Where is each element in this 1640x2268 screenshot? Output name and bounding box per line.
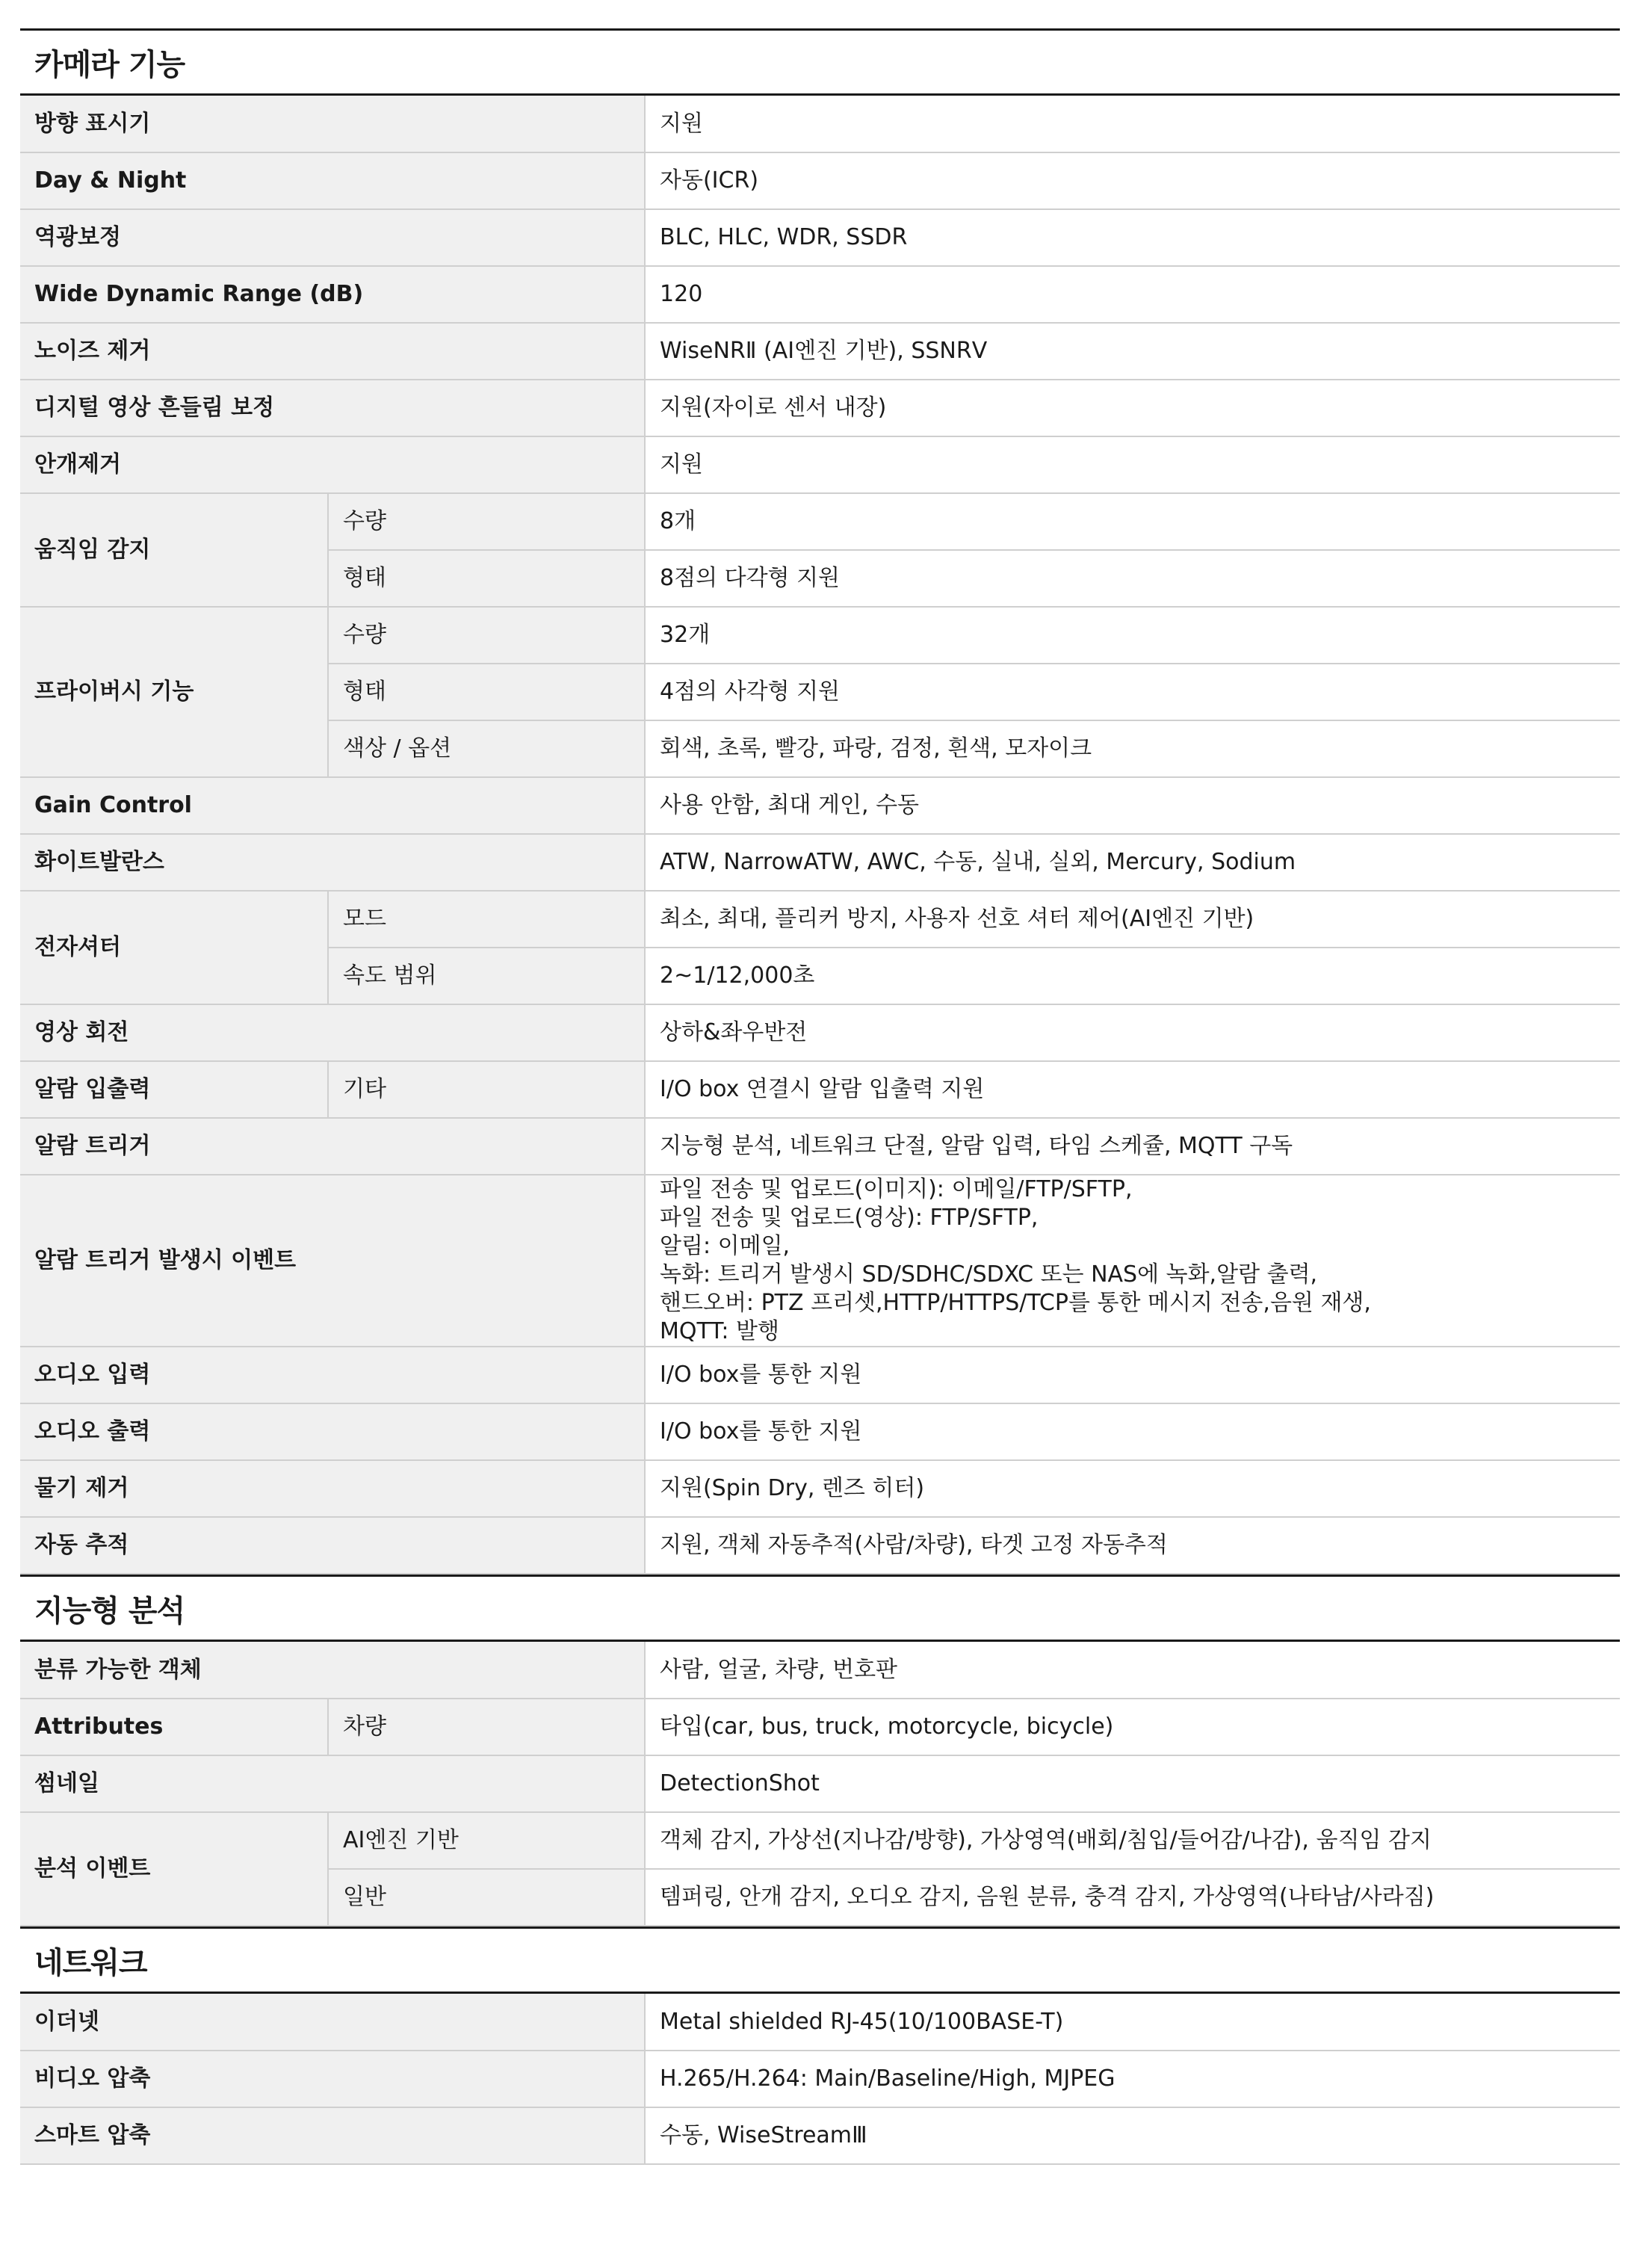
spec-sublabel: 차량 [328, 1699, 645, 1755]
spec-label: 알람 트리거 발생시 이벤트 [20, 1175, 645, 1347]
spec-value: 지원 [645, 96, 1620, 152]
spec-row [20, 266, 1620, 323]
spec-label: 방향 표시기 [20, 96, 645, 152]
spec-value: 사람, 얼굴, 차량, 번호판 [645, 1642, 1620, 1699]
spec-sublabel: AI엔진 기반 [328, 1812, 645, 1869]
spec-value: 8개 [645, 493, 1620, 550]
spec-row [20, 1812, 1620, 1869]
spec-label: 썸네일 [20, 1755, 645, 1812]
spec-value: 수동, WiseStreamⅢ [645, 2107, 1620, 2164]
spec-value: DetectionShot [645, 1755, 1620, 1812]
spec-value: I/O box를 통한 지원 [645, 1403, 1620, 1460]
spec-label: 노이즈 제거 [20, 323, 645, 380]
spec-value: 120 [645, 266, 1620, 323]
spec-row [20, 436, 1620, 493]
spec-row [20, 1699, 1620, 1755]
spec-label: 전자셔터 [20, 891, 328, 1004]
spec-value: 자동(ICR) [645, 152, 1620, 209]
spec-row [20, 493, 1620, 550]
spec-row [20, 1004, 1620, 1061]
spec-value-line: 핸드오버: PTZ 프리셋,HTTP/HTTPS/TCP를 통한 메시지 전송,음원 재생, [660, 1290, 1371, 1316]
spec-label: 디지털 영상 흔들림 보정 [20, 380, 645, 436]
spec-sublabel: 모드 [328, 891, 645, 948]
spec-sublabel: 수량 [328, 493, 645, 550]
spec-value: 지능형 분석, 네트워크 단절, 알람 입력, 타임 스케쥴, MQTT 구독 [645, 1118, 1620, 1175]
spec-row [20, 834, 1620, 891]
spec-value: 상하&좌우반전 [645, 1004, 1620, 1061]
spec-row [20, 1460, 1620, 1517]
spec-value: 회색, 초록, 빨강, 파랑, 검정, 흰색, 모자이크 [645, 720, 1620, 777]
spec-table [20, 1642, 1620, 1926]
spec-row [20, 1403, 1620, 1460]
spec-row [20, 1061, 1620, 1118]
spec-label: Attributes [20, 1699, 328, 1755]
spec-value-line: 알림: 이메일, [660, 1233, 790, 1259]
spec-sheet [20, 28, 1620, 2165]
spec-value-line: 파일 전송 및 업로드(영상): FTP/SFTP, [660, 1205, 1039, 1231]
spec-value: BLC, HLC, WDR, SSDR [645, 209, 1620, 266]
spec-row [20, 152, 1620, 209]
section-title: 네트워크 [20, 1926, 1620, 1994]
spec-sublabel: 일반 [328, 1869, 645, 1926]
spec-sublabel: 형태 [328, 550, 645, 607]
spec-value: 최소, 최대, 플리커 방지, 사용자 선호 셔터 제어(AI엔진 기반) [645, 891, 1620, 948]
spec-row [20, 1175, 1620, 1347]
spec-row [20, 96, 1620, 152]
spec-row [20, 209, 1620, 266]
spec-row [20, 891, 1620, 948]
spec-value: 타입(car, bus, truck, motorcycle, bicycle) [645, 1699, 1620, 1755]
spec-value: 32개 [645, 607, 1620, 664]
spec-row [20, 1994, 1620, 2051]
spec-row [20, 2051, 1620, 2107]
spec-value-line: 녹화: 트리거 발생시 SD/SDHC/SDXC 또는 NAS에 녹화,알람 출력, [660, 1261, 1318, 1288]
spec-sublabel: 색상 / 옵션 [328, 720, 645, 777]
spec-label: 오디오 출력 [20, 1403, 645, 1460]
spec-value: ATW, NarrowATW, AWC, 수동, 실내, 실외, Mercury, Sodium [645, 834, 1620, 891]
spec-row [20, 1642, 1620, 1699]
spec-value: 템퍼링, 안개 감지, 오디오 감지, 음원 분류, 충격 감지, 가상영역(나타남/사라짐) [645, 1869, 1620, 1926]
section-title: 지능형 분석 [20, 1575, 1620, 1642]
spec-sublabel: 수량 [328, 607, 645, 664]
spec-row [20, 607, 1620, 664]
spec-sublabel: 형태 [328, 664, 645, 720]
spec-value: 지원 [645, 436, 1620, 493]
spec-label: 이더넷 [20, 1994, 645, 2051]
spec-value: 지원(자이로 센서 내장) [645, 380, 1620, 436]
spec-row [20, 1347, 1620, 1403]
spec-row [20, 323, 1620, 380]
spec-value: 지원(Spin Dry, 렌즈 히터) [645, 1460, 1620, 1517]
spec-label: 알람 트리거 [20, 1118, 645, 1175]
spec-label: 물기 제거 [20, 1460, 645, 1517]
spec-label: 알람 입출력 [20, 1061, 328, 1118]
spec-value: I/O box를 통한 지원 [645, 1347, 1620, 1403]
spec-row [20, 1118, 1620, 1175]
spec-row [20, 2107, 1620, 2164]
spec-value: 객체 감지, 가상선(지나감/방향), 가상영역(배회/침입/들어감/나감), 움직임 감지 [645, 1812, 1620, 1869]
spec-value: I/O box 연결시 알람 입출력 지원 [645, 1061, 1620, 1118]
spec-label: 화이트발란스 [20, 834, 645, 891]
spec-value: 4점의 사각형 지원 [645, 664, 1620, 720]
spec-label: 안개제거 [20, 436, 645, 493]
spec-label: Gain Control [20, 777, 645, 834]
spec-value: 지원, 객체 자동추적(사람/차량), 타겟 고정 자동추적 [645, 1517, 1620, 1574]
spec-value: 사용 안함, 최대 게인, 수동 [645, 777, 1620, 834]
spec-label: 분류 가능한 객체 [20, 1642, 645, 1699]
spec-value: 2~1/12,000초 [645, 948, 1620, 1004]
spec-label: 영상 회전 [20, 1004, 645, 1061]
spec-table [20, 96, 1620, 1575]
spec-row [20, 380, 1620, 436]
spec-label: 역광보정 [20, 209, 645, 266]
spec-value: Metal shielded RJ-45(10/100BASE-T) [645, 1994, 1620, 2051]
spec-label: 움직임 감지 [20, 493, 328, 607]
spec-value-multiline [645, 1175, 1620, 1347]
spec-value: 8점의 다각형 지원 [645, 550, 1620, 607]
spec-value: H.265/H.264: Main/Baseline/High, MJPEG [645, 2051, 1620, 2107]
spec-label: Day & Night [20, 152, 645, 209]
spec-value: WiseNRⅡ (AI엔진 기반), SSNRⅤ [645, 323, 1620, 380]
spec-sublabel: 기타 [328, 1061, 645, 1118]
spec-label: 오디오 입력 [20, 1347, 645, 1403]
spec-label: 분석 이벤트 [20, 1812, 328, 1926]
spec-label: Wide Dynamic Range (dB) [20, 266, 645, 323]
spec-row [20, 1517, 1620, 1574]
spec-row [20, 777, 1620, 834]
spec-label: 스마트 압축 [20, 2107, 645, 2164]
spec-label: 비디오 압축 [20, 2051, 645, 2107]
spec-row [20, 1755, 1620, 1812]
spec-value-line: MQTT: 발행 [660, 1318, 779, 1344]
spec-sublabel: 속도 범위 [328, 948, 645, 1004]
spec-table [20, 1994, 1620, 2165]
spec-value-line: 파일 전송 및 업로드(이미지): 이메일/FTP/SFTP, [660, 1176, 1133, 1202]
spec-label: 자동 추적 [20, 1517, 645, 1574]
section-title: 카메라 기능 [20, 28, 1620, 96]
spec-label: 프라이버시 기능 [20, 607, 328, 777]
